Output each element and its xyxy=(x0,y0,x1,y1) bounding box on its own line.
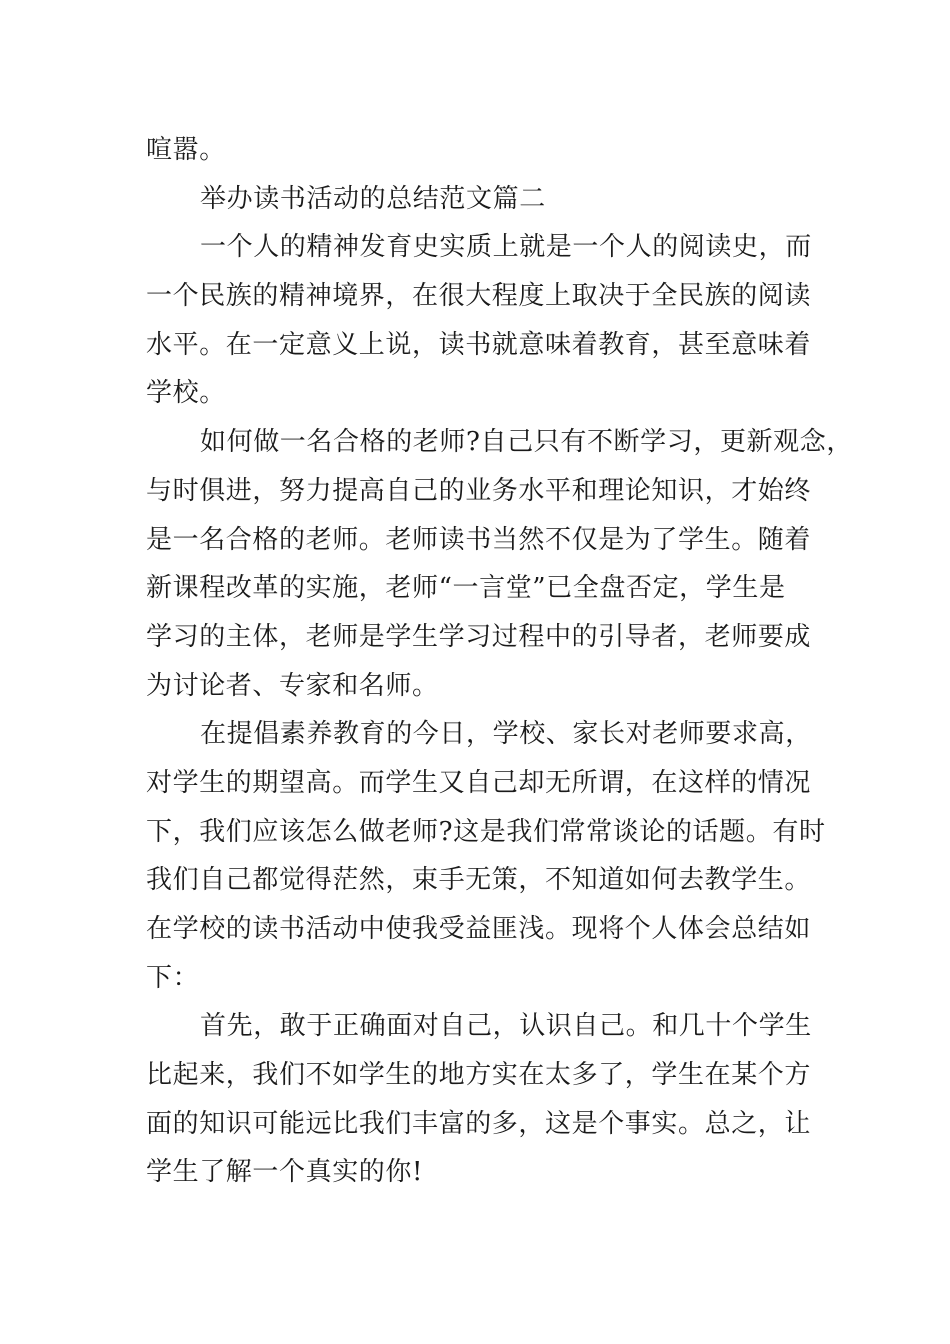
text-line: 水平。在一定意义上说，读书就意味着教育，甚至意味着 xyxy=(146,329,812,360)
text-line: 面的知识可能远比我们丰富的多，这是个事实。总之，让 xyxy=(146,1108,812,1139)
text-line: 在提倡素养教育的今日，学校、家长对老师要求高， xyxy=(200,719,812,750)
text-line: 如何做一名合格的老师?自己只有不断学习，更新观念， xyxy=(200,427,853,458)
text-line: 喧嚣。 xyxy=(146,135,226,165)
text-line: 比起来，我们不如学生的地方实在太多了，学生在某个方 xyxy=(146,1060,812,1091)
text-line: 新课程改革的实施，老师“一言堂”已全盘否定，学生是 xyxy=(146,573,786,604)
text-line: 学生了解一个真实的你! xyxy=(146,1157,424,1188)
text-line: 是一名合格的老师。老师读书当然不仅是为了学生。随着 xyxy=(146,524,812,555)
text-line: 学校。 xyxy=(146,378,226,409)
document-body xyxy=(146,126,853,1197)
section-heading: 举办读书活动的总结范文篇二 xyxy=(200,183,546,214)
text-line: 在学校的读书活动中使我受益匪浅。现将个人体会总结如 xyxy=(146,914,812,944)
text-line: 我们自己都觉得茫然，束手无策，不知道如何去教学生。 xyxy=(146,865,812,896)
text-line: 一个人的精神发育史实质上就是一个人的阅读史，而 xyxy=(200,232,812,263)
text-line: 一个民族的精神境界，在很大程度上取决于全民族的阅读 xyxy=(146,281,812,312)
text-line: 为讨论者、专家和名师。 xyxy=(146,670,439,701)
text-line: 学习的主体，老师是学生学习过程中的引导者，老师要成 xyxy=(146,621,812,652)
text-line: 下，我们应该怎么做老师?这是我们常常谈论的话题。有时 xyxy=(146,816,826,847)
text-line: 首先，敢于正确面对自己，认识自己。和几十个学生 xyxy=(200,1011,812,1042)
text-line: 下： xyxy=(146,962,200,993)
text-line: 对学生的期望高。而学生又自己却无所谓，在这样的情况 xyxy=(146,767,812,798)
text-line: 与时俱进，努力提高自己的业务水平和理论知识，才始终 xyxy=(146,475,812,506)
